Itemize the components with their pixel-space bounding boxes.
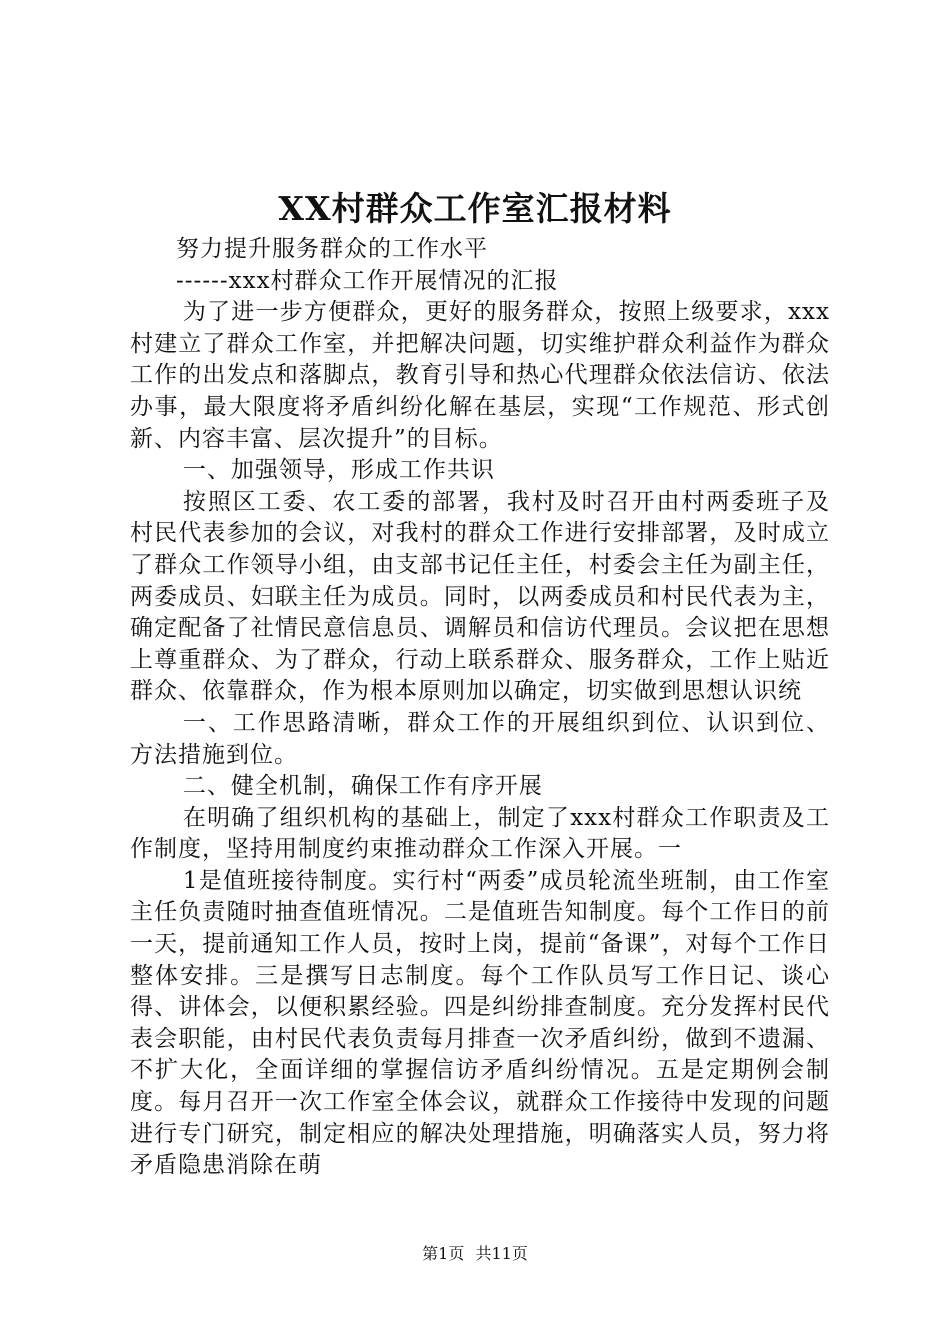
page-footer (0, 1242, 950, 1266)
section-heading-1: 一、加强领导，形成工作共识 (182, 457, 495, 484)
document-title: XX村群众工作室汇报材料 (278, 189, 672, 228)
page-total: 共11页 (475, 1244, 528, 1263)
document-body (130, 234, 830, 1182)
section-2-rules-paragraph: 1是值班接待制度。实行村“两委”成员轮流坐班制，由工作室主任负责随时抽查值班情况。二是值班告知制度。每个工作日的前一天，提前通知工作人员，按时上岗，提前“备课”，对每个工作日整体安排。三是撰写日志制度。每个工作队员写工作日记、谈心得、讲体会，以便积累经验。四是纠纷排查制度。充分发挥村民代表会职能，由村民代表负责每月排查一次矛盾纠纷，做到不遗漏、不扩大化，全面详细的掌握信访矛盾纠纷情况。五是定期例会制度。每月召开一次工作室全体会议，就群众工作接待中发现的问题进行专门研究，制定相应的解决处理措施，明确落实人员，努力将矛盾隐患消除在萌 (130, 867, 830, 1179)
subtitle-report-line: ------xxx村群众工作开展情况的汇报 (176, 267, 559, 294)
intro-paragraph: 为了进一步方便群众，更好的服务群众，按照上级要求，xxx村建立了群众工作室，并把解决问题，切实维护群众利益作为群众工作的出发点和落脚点，教育引导和热心代理群众依法信访、依法办事，最大限度将矛盾纠纷化解在基层，实现“工作规范、形式创新、内容丰富、层次提升”的目标。 (130, 299, 830, 452)
section-2-paragraph: 在明确了组织机构的基础上，制定了xxx村群众工作职责及工作制度，坚持用制度约束推动群众工作深入开展。一 (130, 804, 830, 863)
subtitle-line: 努力提升服务群众的工作水平 (176, 236, 488, 262)
section-1-paragraph: 按照区工委、农工委的部署，我村及时召开由村两委班子及村民代表参加的会议，对我村的群众工作进行安排部署，及时成立了群众工作领导小组，由支部书记任主任，村委会主任为副主任，两委成员、妇联主任为成员。同时，以两委成员和村民代表为主，确定配备了社情民意信息员、调解员和信访代理员。会议把在思想上尊重群众、为了群众，行动上联系群众、服务群众，工作上贴近群众、依靠群众，作为根本原则加以确定，切实做到思想认识统 (130, 488, 830, 705)
section-1-summary: 一、工作思路清晰，群众工作的开展组织到位、认识到位、方法措施到位。 (130, 709, 830, 768)
section-heading-2: 二、健全机制，确保工作有序开展 (182, 773, 543, 800)
page-number: 第1页 (422, 1244, 465, 1263)
